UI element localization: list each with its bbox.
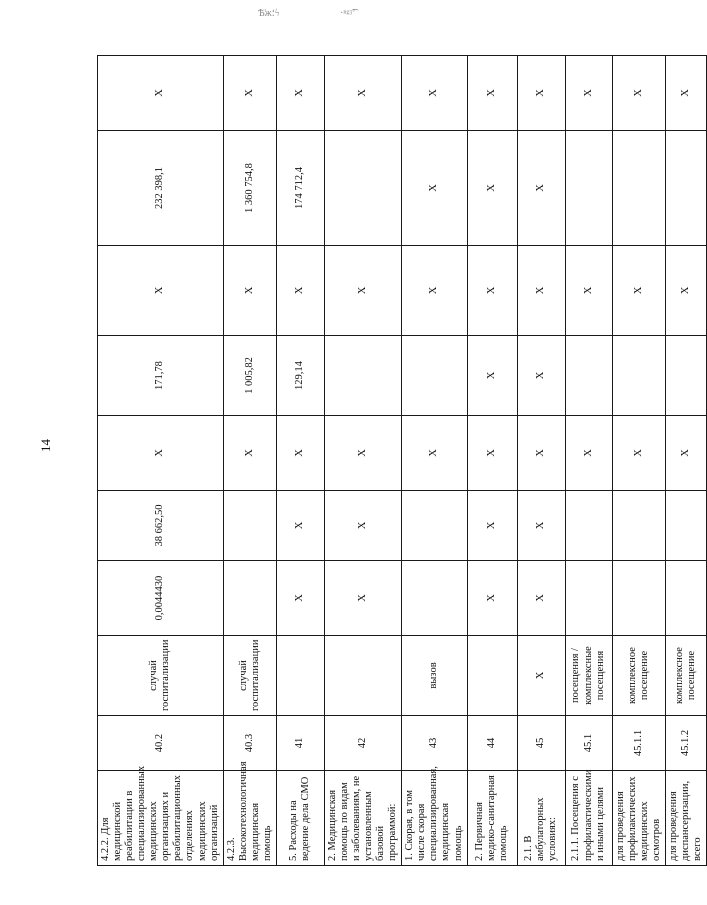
- table-row: [467, 56, 517, 866]
- cell-row-number: 40.2: [98, 716, 224, 771]
- cell-unit: X: [517, 636, 565, 716]
- cell-budget-per-capita: X: [665, 416, 706, 491]
- cell-unit: комплексное посещение: [612, 636, 665, 716]
- cell-unit: вызов: [402, 636, 467, 716]
- cell-indicator: для проведения диспансеризации, всего: [665, 771, 706, 866]
- cell-indicator: 2. Первичная медико-санитарная помощь: [467, 771, 517, 866]
- cell-oms-per-capita: X: [517, 336, 565, 416]
- cell-budget-total: X: [98, 246, 224, 336]
- cell-volume-norm: [402, 561, 467, 636]
- cell-cost-norm: [223, 491, 276, 561]
- page-number: 14: [38, 439, 53, 452]
- cell-indicator: 2. Медицинская помощь по видам и заболеваниям, не установленным базовой программой:: [324, 771, 401, 866]
- cell-oms-total: 174 712,4: [276, 131, 324, 246]
- cell-oms-per-capita: [665, 336, 706, 416]
- table-row: [324, 56, 401, 866]
- cell-budget-per-capita: X: [565, 416, 612, 491]
- cell-indicator: 4.2.3. Высокотехнологичная медицинская помощь: [223, 771, 276, 866]
- cell-budget-total: X: [665, 246, 706, 336]
- cell-indicator: 4.2.2. Для медицинской реабилитации в специализированных медицинских организациях и реабилитационных отделениях медицинских организаций: [98, 771, 224, 866]
- cell-oms-per-capita: [612, 336, 665, 416]
- cell-unit: [324, 636, 401, 716]
- cell-budget-per-capita: X: [612, 416, 665, 491]
- cell-volume-norm: X: [517, 561, 565, 636]
- cell-budget-total: X: [223, 246, 276, 336]
- cell-oms-per-capita: [324, 336, 401, 416]
- table-row: [665, 56, 706, 866]
- cell-cost-norm: [665, 491, 706, 561]
- cell-unit: случай госпитализации: [98, 636, 224, 716]
- cell-indicator: для проведения профилактических медицинских осмотров: [612, 771, 665, 866]
- cell-budget-total: X: [276, 246, 324, 336]
- cell-row-number: 45: [517, 716, 565, 771]
- cell-oms-per-capita: [402, 336, 467, 416]
- cell-indicator: 2.1.1. Посещения с профилактическими и иными целями: [565, 771, 612, 866]
- cell-row-number: 45.1.1: [612, 716, 665, 771]
- table-row: [276, 56, 324, 866]
- cell-unit: комплексное посещение: [665, 636, 706, 716]
- cell-budget-per-capita: X: [402, 416, 467, 491]
- cell-row-number: 40.3: [223, 716, 276, 771]
- cell-volume-norm: [665, 561, 706, 636]
- cell-percent: X: [612, 56, 665, 131]
- cell-budget-per-capita: X: [276, 416, 324, 491]
- cell-budget-total: X: [517, 246, 565, 336]
- table-row: [223, 56, 276, 866]
- cell-volume-norm: [223, 561, 276, 636]
- cell-percent: X: [467, 56, 517, 131]
- cell-volume-norm: [565, 561, 612, 636]
- table-row: [565, 56, 612, 866]
- cell-oms-total: X: [402, 131, 467, 246]
- cell-percent: X: [223, 56, 276, 131]
- cell-budget-total: X: [467, 246, 517, 336]
- cell-budget-per-capita: X: [324, 416, 401, 491]
- scan-artifact-left: Ѣ̈ж؛ϟ: [258, 8, 280, 19]
- cell-budget-per-capita: X: [223, 416, 276, 491]
- cell-row-number: 44: [467, 716, 517, 771]
- cell-oms-total: [324, 131, 401, 246]
- cell-oms-total: X: [467, 131, 517, 246]
- financing-table: [97, 55, 707, 866]
- cell-cost-norm: 38 662,50: [98, 491, 224, 561]
- cell-oms-per-capita: 171,78: [98, 336, 224, 416]
- cell-percent: X: [98, 56, 224, 131]
- cell-budget-total: X: [565, 246, 612, 336]
- cell-budget-total: X: [402, 246, 467, 336]
- cell-oms-total: [665, 131, 706, 246]
- cell-percent: X: [565, 56, 612, 131]
- rotated-table-container: [97, 56, 703, 866]
- cell-oms-per-capita: X: [467, 336, 517, 416]
- cell-volume-norm: X: [324, 561, 401, 636]
- table-row: [517, 56, 565, 866]
- cell-budget-per-capita: X: [517, 416, 565, 491]
- cell-indicator: 1. Скорая, в том числе скорая специализированная, медицинская помощь: [402, 771, 467, 866]
- cell-cost-norm: X: [324, 491, 401, 561]
- cell-row-number: 41: [276, 716, 324, 771]
- cell-unit: случай госпитализации: [223, 636, 276, 716]
- cell-unit: [467, 636, 517, 716]
- cell-percent: X: [517, 56, 565, 131]
- cell-oms-total: X: [517, 131, 565, 246]
- cell-cost-norm: X: [517, 491, 565, 561]
- scan-artifact-right: ·ⁿᵍᶾ͡ʼ: [340, 8, 356, 19]
- cell-unit: [276, 636, 324, 716]
- cell-oms-per-capita: 1 005,82: [223, 336, 276, 416]
- cell-budget-per-capita: X: [467, 416, 517, 491]
- cell-indicator: 5. Расходы на ведение дела СМО: [276, 771, 324, 866]
- cell-oms-total: [612, 131, 665, 246]
- cell-row-number: 45.1.2: [665, 716, 706, 771]
- table-body: [98, 56, 707, 866]
- table-row: [402, 56, 467, 866]
- cell-volume-norm: 0,0044430: [98, 561, 224, 636]
- cell-unit: посещения / комплексные посещения: [565, 636, 612, 716]
- cell-oms-total: 1 360 754,8: [223, 131, 276, 246]
- cell-cost-norm: [565, 491, 612, 561]
- cell-oms-total: [565, 131, 612, 246]
- cell-volume-norm: X: [467, 561, 517, 636]
- cell-volume-norm: [612, 561, 665, 636]
- cell-cost-norm: X: [467, 491, 517, 561]
- cell-row-number: 42: [324, 716, 401, 771]
- cell-oms-per-capita: [565, 336, 612, 416]
- cell-indicator: 2.1. В амбулаторных условиях:: [517, 771, 565, 866]
- cell-row-number: 45.1: [565, 716, 612, 771]
- cell-oms-total: 232 398,1: [98, 131, 224, 246]
- cell-oms-per-capita: 129,14: [276, 336, 324, 416]
- cell-volume-norm: X: [276, 561, 324, 636]
- table-row: [98, 56, 224, 866]
- cell-row-number: 43: [402, 716, 467, 771]
- cell-percent: X: [324, 56, 401, 131]
- cell-budget-total: X: [612, 246, 665, 336]
- cell-cost-norm: [612, 491, 665, 561]
- cell-percent: X: [402, 56, 467, 131]
- cell-budget-per-capita: X: [98, 416, 224, 491]
- table-row: [612, 56, 665, 866]
- cell-percent: X: [276, 56, 324, 131]
- cell-percent: X: [665, 56, 706, 131]
- cell-cost-norm: X: [276, 491, 324, 561]
- cell-cost-norm: [402, 491, 467, 561]
- cell-budget-total: X: [324, 246, 401, 336]
